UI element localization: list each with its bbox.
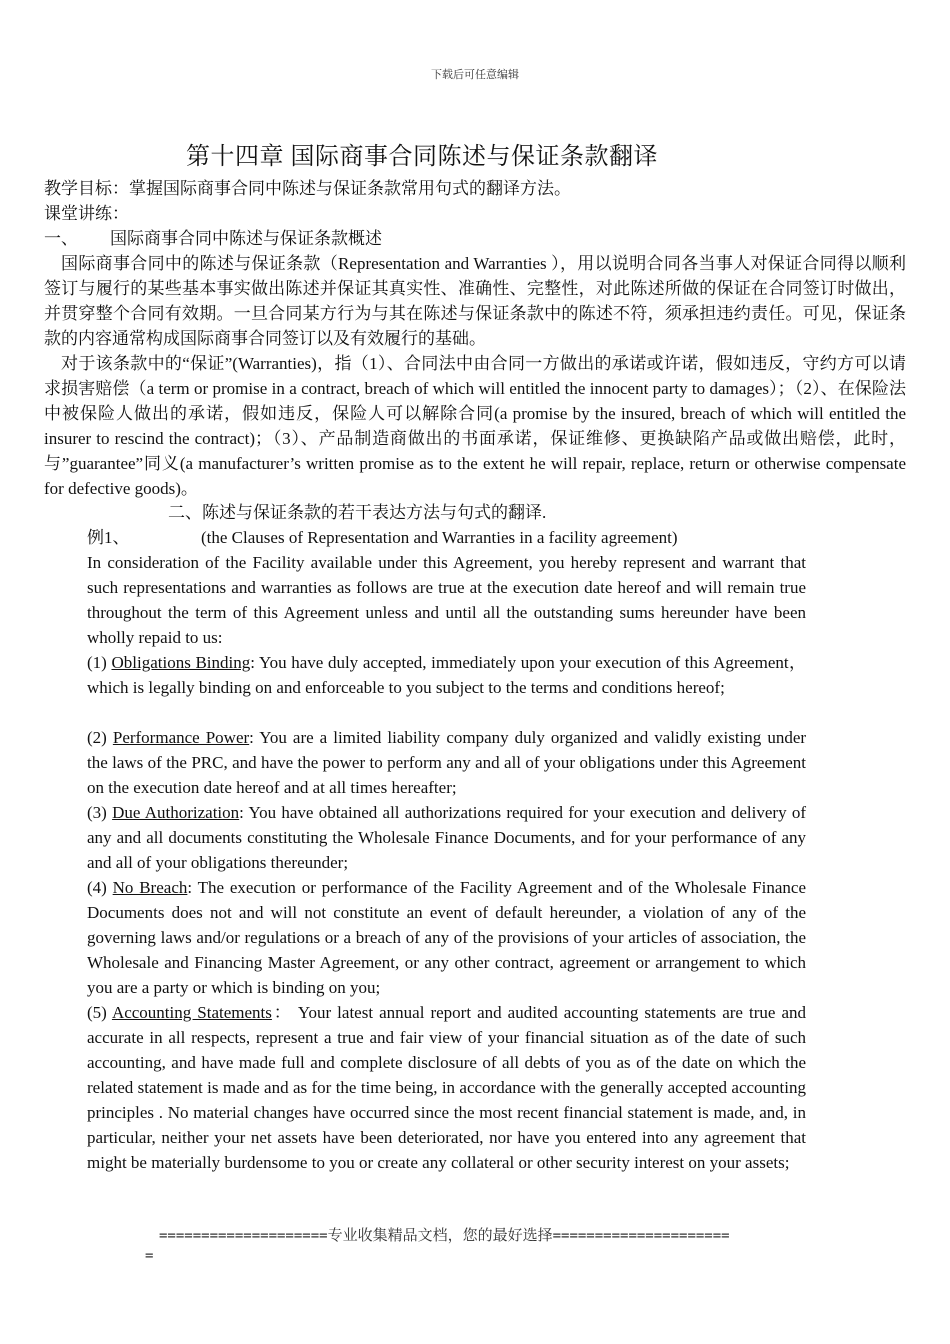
teaching-objective: 教学目标：掌握国际商事合同中陈述与保证条款常用句式的翻译方法。 <box>44 179 571 198</box>
clause-number: (2) <box>87 728 107 747</box>
clause-separator: : <box>239 803 249 822</box>
clause-text: You have obtained all authorizations required for your execution and delivery of any and all documents constituting the Wholesale Finance Documents, and for your performance of any and all of your obligations thereunder; <box>87 803 807 872</box>
example-caption: (the Clauses of Representation and Warranties in a facility agreement) <box>201 528 678 547</box>
clause-text: You have duly accepted, immediately upon your execution of this Agreement， which is legally binding on and enforceable to you subject to the terms and conditions hereof; <box>87 653 806 697</box>
clause-text: You are a limited liability company duly organized and validly existing under the laws of the PRC, and have the power to perform any and all of your obligations under this Agreement on the execution date hereof and at all times hereafter; <box>87 728 807 797</box>
clause-separator: : <box>250 653 259 672</box>
clause-number: (5) <box>87 1003 107 1022</box>
clause-separator: : <box>187 878 198 897</box>
clause-term: Obligations Binding <box>111 653 251 672</box>
clause-text: Your latest annual report and audited accounting statements are true and accurate in all respects, represent a true and fair view of your financial situation as of the date of such accounting, and have made full and complete disclosure of all debts of you as of the date on which the related statement is made and as for the time being, in accordance with the generally accepted accounting principles . No material changes have occurred since the most recent financial statement is made, and, in particular, neither your net assets have been deteriorated, nor have you entered into any agreement that might be materially burdensome to you or create any collateral or other security interest on your assets; <box>87 1003 807 1172</box>
footer-rule-left: ==================== <box>159 1228 328 1244</box>
clause-term: Accounting Statements <box>111 1003 272 1022</box>
section1-title: 国际商事合同中陈述与保证条款概述 <box>110 229 382 248</box>
clause-number: (4) <box>87 878 107 897</box>
clause-accounting-statements <box>87 1000 806 1175</box>
footer-rule-right: ===================== <box>552 1228 730 1244</box>
clause-no-breach <box>87 875 806 1000</box>
clause-term: Performance Power <box>112 728 250 747</box>
clause-separator: : <box>249 728 260 747</box>
clause-number: (3) <box>87 803 107 822</box>
clause-number: (1) <box>87 653 107 672</box>
section1-paragraph-1: 国际商事合同中的陈述与保证条款（Representation and Warranties ），用以说明合同各当事人对保证合同得以顺利签订与履行的某些基本事实做出陈述并保证其真实性、准确性、完整性，对此陈述所做的保证在合同签订时做出，并贯穿整个合同有效期。一旦合同某方行为与其在陈述与保证条款中的陈述不符，须承担违约责任。可见，保证条款的内容通常构成国际商事合同签订以及有效履行的基础。 <box>44 254 906 348</box>
clause-performance-power <box>87 725 806 800</box>
example-intro: In consideration of the Facility available under this Agreement, you hereby represent and warrant that such representations and warranties as follows are true at the execution date hereof and will remain true throughout the term of this Agreement unless and until all the outstanding sums hereunder have been wholly repaid to us: <box>87 553 806 647</box>
clause-obligations-binding <box>87 650 806 700</box>
document-title: 第十四章 国际商事合同陈述与保证条款翻译 <box>186 144 658 170</box>
footer-rule-overflow: = <box>145 1248 154 1264</box>
page-footer <box>145 1225 730 1266</box>
page-header-note: 下载后可任意编辑 <box>431 69 519 81</box>
clause-separator: ： <box>271 1003 298 1022</box>
footer-text: 专业收集精品文档，您的最好选择 <box>327 1226 553 1244</box>
section2-heading: 二、陈述与保证条款的若干表达方法与句式的翻译. <box>168 503 547 522</box>
class-practice-label: 课堂讲练： <box>44 204 129 223</box>
section1-paragraph-2: 对于该条款中的“保证”(Warranties)，指（1）、合同法中由合同一方做出的承诺或许诺，假如违反，守约方可以请求损害赔偿（a term or promise in a contract, breach of which will entitled the innocent party to damages）；（2）、在保险法中被保险人做出的承诺，假如违反，保险人可以解除合同(a promise by the insured, breach of which will entitled the insurer to rescind the contract)；（3）、产品制造商做出的书面承诺，保证维修、更换缺陷产品或做出赔偿，此时，与”guarantee”同义(a manufacturer’s written promise as to the extent he will repair, replace, return or otherwise compensate for defective goods)。 <box>44 354 906 498</box>
clause-term: No Breach <box>112 878 188 897</box>
clause-text: The execution or performance of the Facility Agreement and of the Wholesale Finance Documents does not and will not constitute an event of default hereunder, a violation of any of the governing laws and/or regulations or a breach of any of the provisions of your articles of association, the Wholesale and Financing Master Agreement, or any other contract, agreement or arrangement to which you are a party or which is binding on you; <box>87 878 806 997</box>
clause-term: Due Authorization <box>112 803 240 822</box>
section1-number: 一、 <box>44 229 78 248</box>
clause-due-authorization <box>87 800 806 875</box>
section1-heading <box>44 226 906 251</box>
example-label: 例1、 <box>87 528 130 547</box>
